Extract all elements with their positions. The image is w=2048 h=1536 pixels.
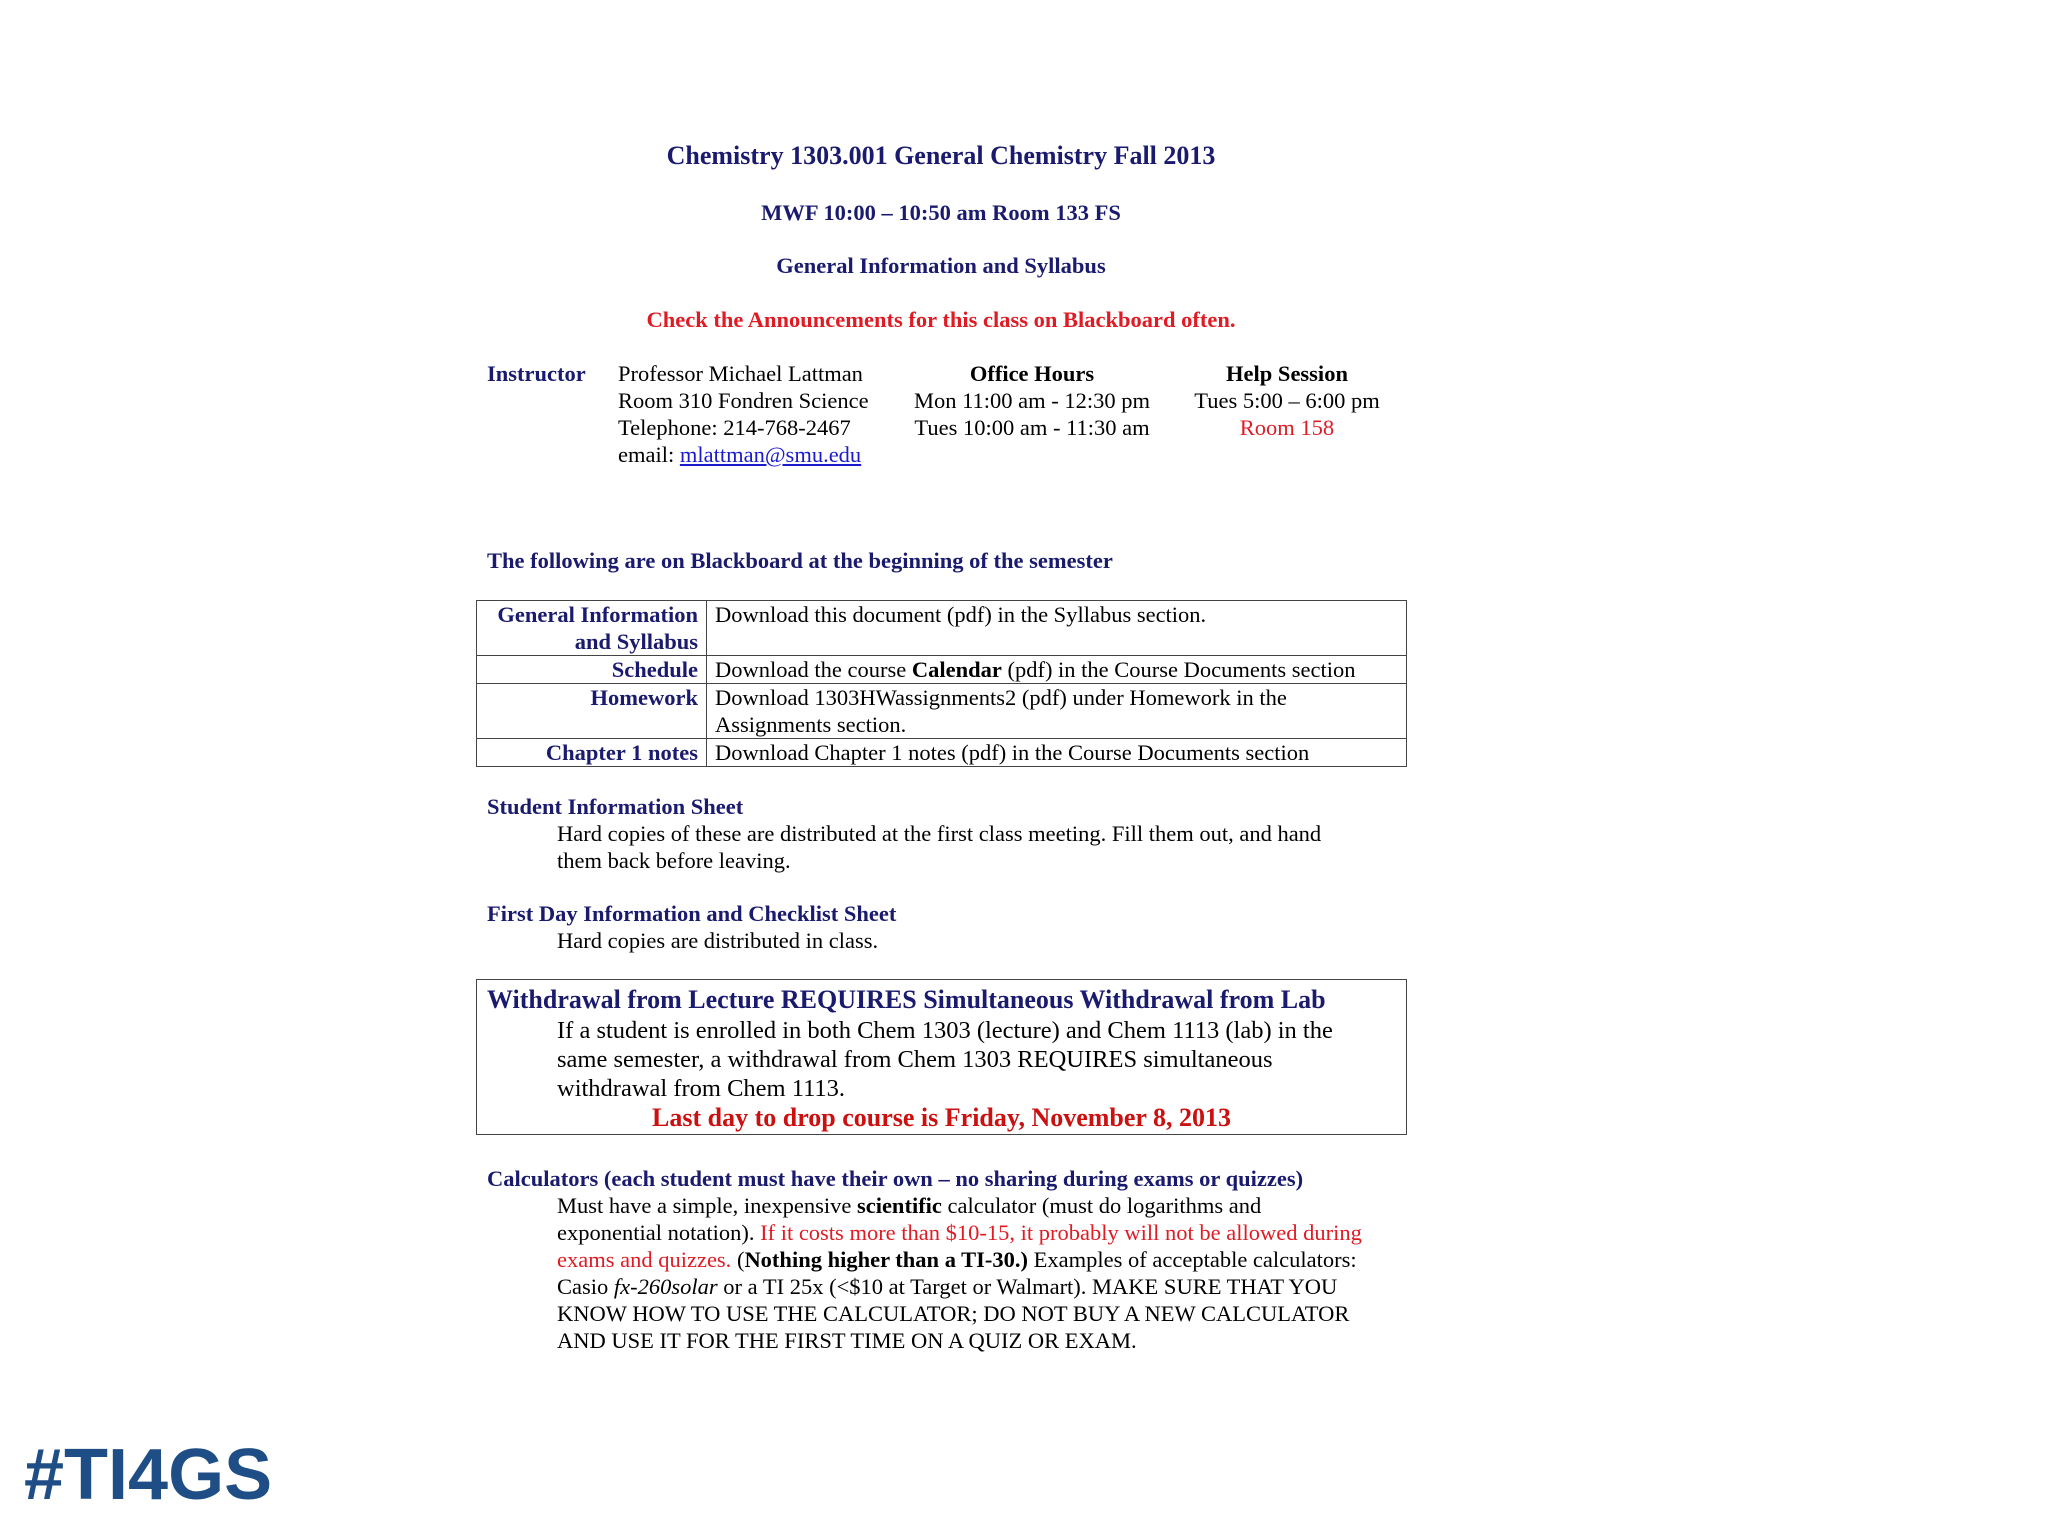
- row-description: Download this document (pdf) in the Syllabus section.: [707, 601, 1407, 656]
- first-day-text: Hard copies are distributed in class.: [557, 928, 879, 953]
- row-description: Download 1303HWassignments2 (pdf) under Homework in the Assignments section.: [707, 684, 1407, 739]
- page-title: Chemistry 1303.001 General Chemistry Fall 2013: [666, 141, 1216, 170]
- table-row: [477, 739, 1407, 767]
- instructor-info: [618, 360, 869, 468]
- withdrawal-line: same semester, a withdrawal from Chem 1303 REQUIRES simultaneous: [557, 1046, 1273, 1073]
- calculators-line: KNOW HOW TO USE THE CALCULATOR; DO NOT BUY A NEW CALCULATOR: [557, 1301, 1350, 1326]
- calculators-line: [557, 1273, 1362, 1300]
- text-span: Examples of acceptable calculators:: [1028, 1247, 1357, 1272]
- page-subtitle: General Information and Syllabus: [776, 253, 1106, 278]
- text-span: calculator (must do logarithms and: [941, 1193, 1262, 1218]
- student-info-heading: Student Information Sheet: [487, 794, 744, 819]
- instructor-name: Professor Michael Lattman: [618, 361, 863, 386]
- calculators-heading: Calculators (each student must have their own – no sharing during exams or quizzes): [487, 1166, 1304, 1191]
- student-info-line: them back before leaving.: [557, 848, 791, 873]
- first-day-heading: First Day Information and Checklist Sheet: [487, 901, 897, 926]
- text-bold: scientific: [856, 1193, 942, 1218]
- withdrawal-line: withdrawal from Chem 1113.: [557, 1075, 846, 1102]
- drop-deadline: Last day to drop course is Friday, November 8, 2013: [652, 1103, 1231, 1132]
- blackboard-table: [476, 600, 1407, 767]
- office-hours: [890, 360, 1174, 441]
- withdrawal-heading: Withdrawal from Lecture REQUIRES Simultaneous Withdrawal from Lab: [487, 985, 1326, 1014]
- student-info-line: Hard copies of these are distributed at the first class meeting. Fill them out, and hand: [557, 821, 1322, 846]
- row-label: Schedule: [477, 656, 707, 684]
- hashtag-logo: #TI4GS: [24, 1435, 273, 1515]
- table-row: [477, 656, 1407, 684]
- withdrawal-line: If a student is enrolled in both Chem 1303 (lecture) and Chem 1113 (lab) in the: [557, 1017, 1333, 1044]
- row-description: [707, 656, 1407, 684]
- withdrawal-text: [557, 1016, 1333, 1103]
- row-text: (pdf) in the Course Documents section: [1001, 657, 1356, 682]
- text-span: Casio: [557, 1274, 614, 1299]
- email-prefix: email:: [618, 442, 680, 467]
- student-info-text: [557, 820, 1321, 874]
- calculators-line: AND USE IT FOR THE FIRST TIME ON A QUIZ OR EXAM.: [557, 1328, 1137, 1353]
- instructor-email-line: [618, 441, 869, 468]
- office-hours-line: Tues 10:00 am - 11:30 am: [914, 415, 1150, 440]
- text-warning: If it costs more than $10-15, it probably will not be allowed during: [760, 1220, 1362, 1245]
- help-session-time: Tues 5:00 – 6:00 pm: [1194, 388, 1380, 413]
- class-schedule: MWF 10:00 – 10:50 am Room 133 FS: [761, 200, 1121, 225]
- text-span: or a TI 25x (<$10 at Target or Walmart). MAKE SURE THAT YOU: [717, 1274, 1338, 1299]
- help-session-room: Room 158: [1239, 415, 1335, 440]
- row-text: Download the course: [715, 657, 912, 682]
- announcement-notice: Check the Announcements for this class on Blackboard often.: [646, 307, 1236, 332]
- row-description: Download Chapter 1 notes (pdf) in the Course Documents section: [707, 739, 1407, 767]
- instructor-label: Instructor: [487, 361, 586, 386]
- table-row: [477, 684, 1407, 739]
- office-hours-line: Mon 11:00 am - 12:30 pm: [913, 388, 1151, 413]
- row-label: [477, 601, 707, 656]
- text-span: exponential notation).: [557, 1220, 761, 1245]
- help-session-heading: Help Session: [1226, 361, 1348, 386]
- text-bold: Nothing higher than a TI-30.): [744, 1247, 1029, 1272]
- instructor-room: Room 310 Fondren Science: [618, 388, 869, 413]
- row-text-bold: Calendar: [911, 657, 1002, 682]
- blackboard-heading: The following are on Blackboard at the beginning of the semester: [487, 548, 1113, 573]
- calculators-line: [557, 1219, 1362, 1246]
- text-italic: fx-260solar: [613, 1274, 718, 1299]
- calculators-line: [557, 1246, 1362, 1273]
- office-hours-heading: Office Hours: [969, 361, 1095, 386]
- table-row: [477, 601, 1407, 656]
- help-session: [1180, 360, 1394, 441]
- instructor-email-link[interactable]: mlattman@smu.edu: [679, 442, 862, 467]
- row-label: Homework: [477, 684, 707, 739]
- row-label-line: General Information: [497, 602, 698, 627]
- calculators-text: [557, 1192, 1362, 1354]
- instructor-telephone: Telephone: 214-768-2467: [618, 415, 851, 440]
- text-span: (: [731, 1247, 745, 1272]
- text-warning: exams and quizzes.: [557, 1247, 732, 1272]
- text-span: Must have a simple, inexpensive: [557, 1193, 857, 1218]
- row-label-line: and Syllabus: [574, 629, 698, 654]
- row-label: Chapter 1 notes: [477, 739, 707, 767]
- calculators-line: [557, 1192, 1362, 1219]
